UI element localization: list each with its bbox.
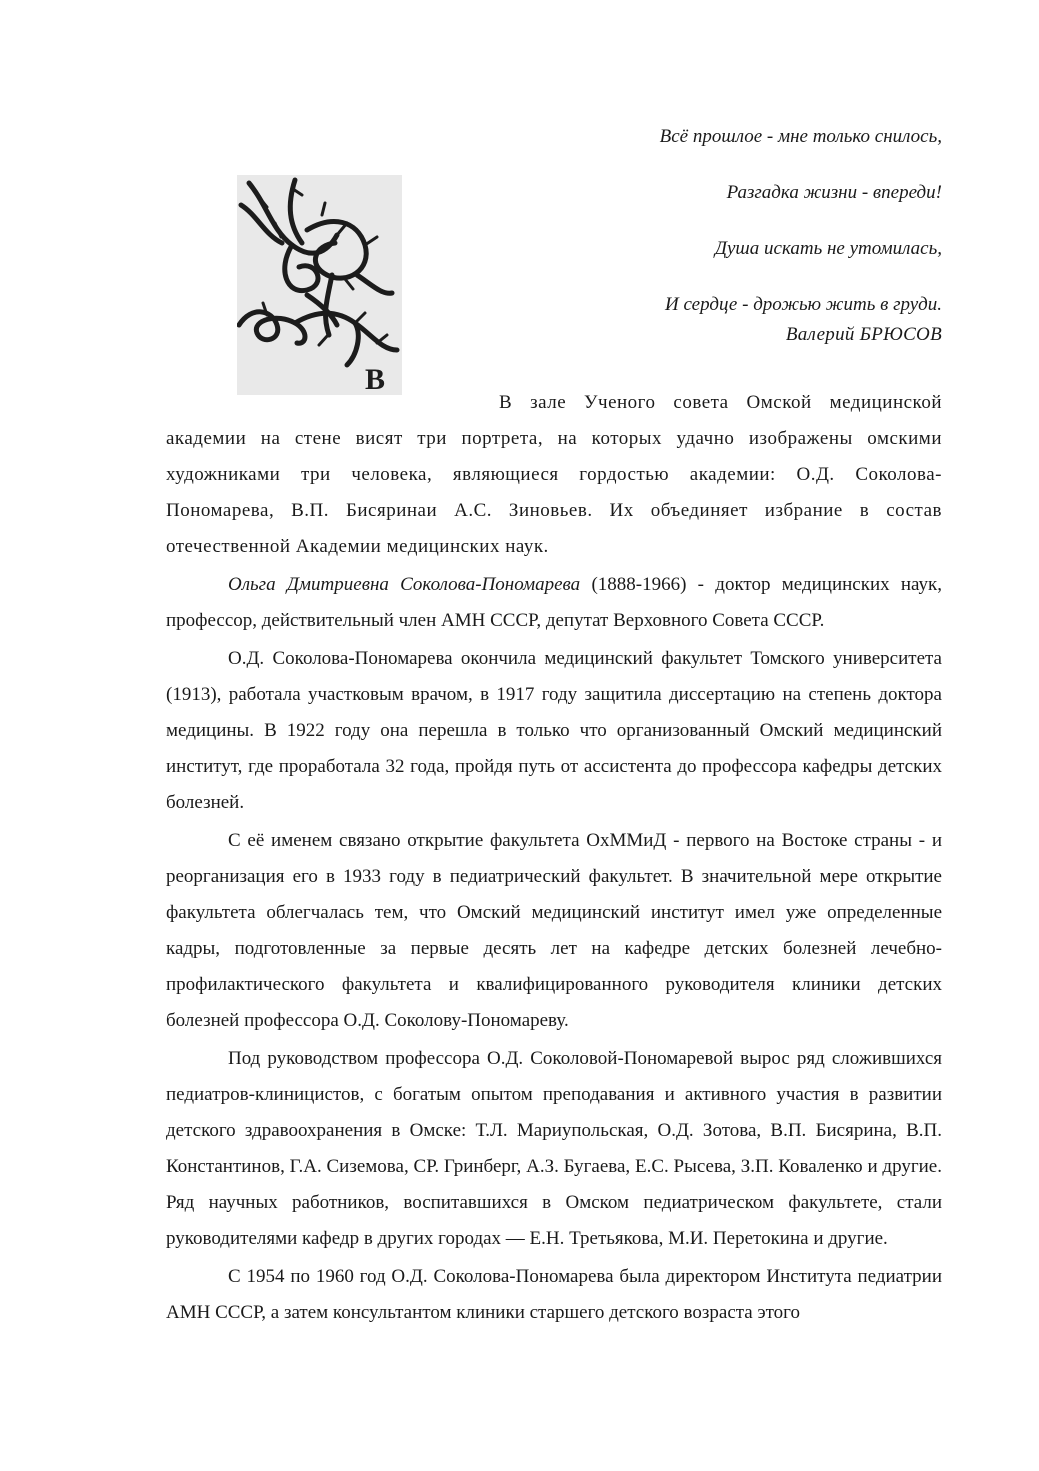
paragraph-education: О.Д. Соколова-Пономарева окончила медицинский факультет Томского университета (1913), работала участковым врачом, в 1917 году защитила диссертацию на степень доктора медицины. В 1922 году она перешла в только что организованный Омский медицинский институт, где проработала 32 года, пройдя путь от ассистента до профессора кафедры детских болезней. <box>166 648 942 813</box>
epigraph-line: И сердце - дрожью жить в груди. <box>665 294 942 315</box>
paragraph-students: Под руководством профессора О.Д. Соколовой-Пономаревой вырос ряд сложившихся педиатров-клиницистов, с богатым опытом преподавания и активного участия в развитии детского здравоохранения в Омске: Т.Л. Мариупольская, О.Д. Зотова, В.П. Бисярина, В.П. Константинов, Г.А. Сиземова, СР. Гринберг, А.З. Бугаева, Е.С. Рысева, З.П. Коваленко и другие. Ряд научных работников, воспитавшихся в Омском педиатрическом факультете, стали руководителями кафедр в других городах — Е.Н. Третьякова, М.И. Перетокина и другие. <box>166 1048 942 1249</box>
epigraph <box>500 122 942 350</box>
person-name: Ольга Дмитриевна Соколова-Пономарева <box>228 574 581 595</box>
bio-summary-text: (1888-1966) - доктор медицинских наук, профессор, действительный член АМН СССР, депутат Верховного Совета СССР. <box>166 574 942 631</box>
paragraph-institute: С 1954 по 1960 год О.Д. Соколова-Пономарева была директором Института педиатрии АМН СССР, а затем консультантом клиники старшего детского возраста этого <box>166 1266 942 1323</box>
epigraph-author: Валерий БРЮСОВ <box>785 324 942 345</box>
paragraph-intro: В зале Ученого совета Омской медицинской академии на стене висят три портрета, на которых удачно изображены омскими художниками три человека, являющиеся гордостью академии: О.Д. Соколова-Пономарева, В.П. Бисяринаи А.С. Зиновьев. Их объединяет избрание в состав отечественной Академии медицинских наук. <box>166 392 942 557</box>
thorn-branch-emblem-icon <box>237 175 402 395</box>
epigraph-line: Душа искать не утомилась, <box>714 238 942 259</box>
epigraph-line: Всё прошлое - мне только снилось, <box>659 126 942 147</box>
monogram-glyph: В <box>364 363 386 395</box>
paragraph-faculty: С её именем связано открытие факультета ОхММиД - первого на Востоке страны - и реорганизация его в 1933 году в педиатрический факультет. В значительной мере открытие факультета облегчалась тем, что Омский медицинский институт имел уже определенные кадры, подготовленные за первые десять лет на кафедре детских болезней лечебно-профилактического факультета и квалифицированного руководителя клиники детских болезней профессора О.Д. Соколову-Пономареву. <box>166 830 942 1031</box>
paragraph-bio-summary <box>166 567 942 639</box>
epigraph-line: Разгадка жизни - впереди! <box>726 182 942 203</box>
article-body <box>166 385 942 1333</box>
